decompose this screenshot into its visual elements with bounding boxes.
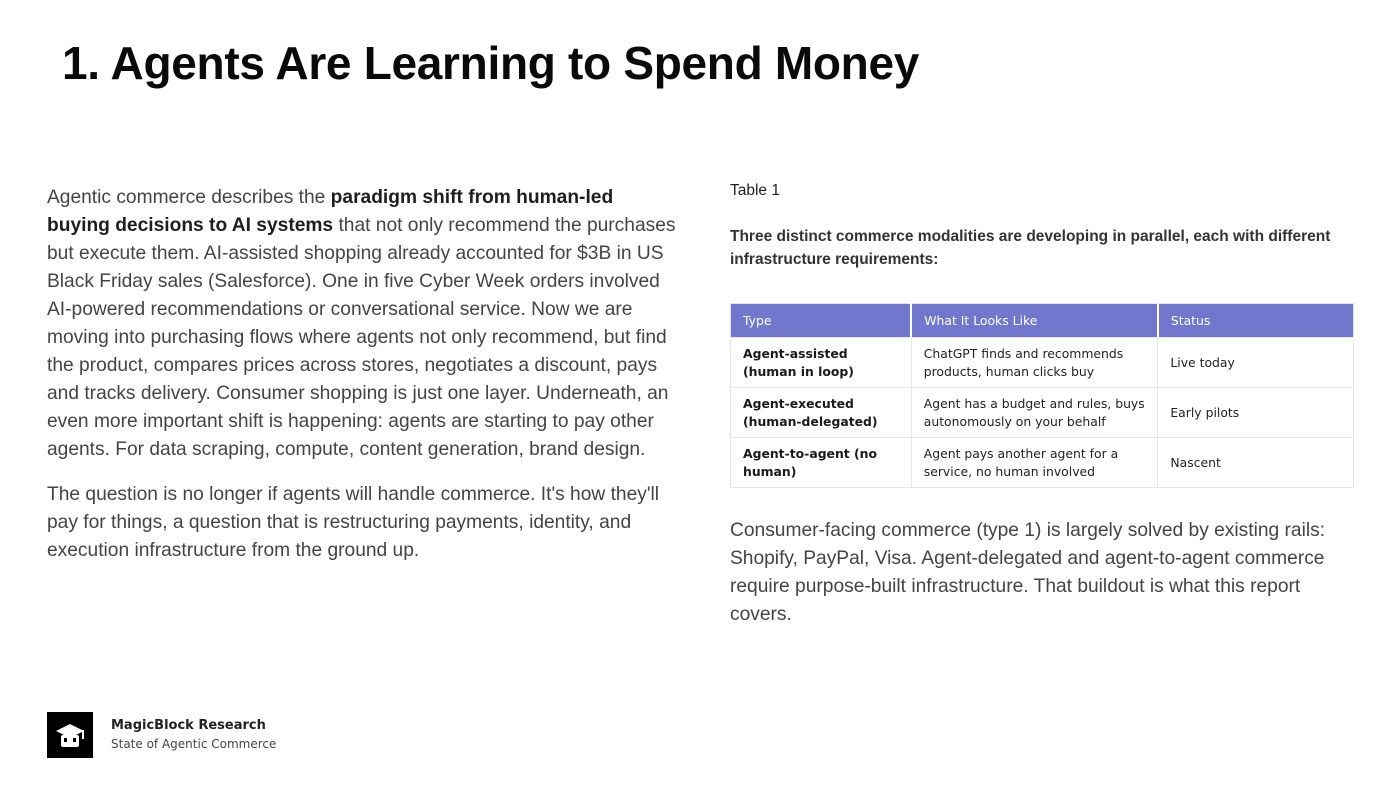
description-cell: Agent pays another agent for a service, no human involved bbox=[911, 438, 1158, 488]
table-row bbox=[731, 438, 1354, 488]
intro-paragraph-1 bbox=[47, 184, 677, 464]
page-title: 1. Agents Are Learning to Spend Money bbox=[62, 37, 920, 89]
intro-p1-rest: that not only recommend the purchases but execute them. AI-assisted shopping already accounted for $3B in US Black Friday sales (Salesforce). One in five Cyber Week orders involved AI-powered recommendations or conversational service. Now we are moving into purchasing flows where agents not only recommend, but find the product, compares prices across stores, negotiates a discount, pays and tracks delivery. Consumer shopping is just one layer. Underneath, an even more important shift is happening: agents are starting to pay other agents. For data scraping, compute, content generation, brand design. bbox=[47, 215, 676, 460]
table-label: Table 1 bbox=[730, 182, 780, 199]
type-cell: Agent-executed (human-delegated) bbox=[731, 388, 912, 438]
table-commentary: Consumer-facing commerce (type 1) is largely solved by existing rails: Shopify, PayPal, Visa. Agent-delegated and agent-to-agent commerce require purpose-built infrastructure. That buildout is what this report covers. bbox=[730, 520, 1326, 625]
header-type: Type bbox=[731, 304, 912, 338]
footer-brand-name: MagicBlock Research bbox=[111, 718, 266, 733]
footer-subtitle: State of Agentic Commerce bbox=[111, 737, 277, 751]
intro-p1-lead: Agentic commerce describes the bbox=[47, 187, 331, 208]
table-row bbox=[731, 338, 1354, 388]
magicblock-logo-icon bbox=[47, 712, 93, 758]
table-row bbox=[731, 388, 1354, 438]
table-caption: Three distinct commerce modalities are developing in parallel, each with different infrastructure requirements: bbox=[730, 228, 1331, 268]
description-cell: Agent has a budget and rules, buys autonomously on your behalf bbox=[911, 388, 1158, 438]
footer bbox=[47, 712, 276, 758]
table-header-row bbox=[731, 304, 1354, 338]
header-status: Status bbox=[1158, 304, 1354, 338]
footer-text bbox=[111, 717, 276, 753]
table-section bbox=[730, 180, 1354, 629]
intro-paragraph-2: The question is no longer if agents will handle commerce. It's how they'll pay for things, a question that is restructuring payments, identity, and execution infrastructure from the ground up. bbox=[47, 484, 660, 561]
type-cell: Agent-assisted (human in loop) bbox=[731, 338, 912, 388]
description-cell: ChatGPT finds and recommends products, human clicks buy bbox=[911, 338, 1158, 388]
type-cell: Agent-to-agent (no human) bbox=[731, 438, 912, 488]
header-what-it-looks-like: What It Looks Like bbox=[911, 304, 1158, 338]
intro-p1-highlight: paradigm shift from human-led buying decisions to AI systems bbox=[47, 187, 614, 236]
status-cell: Live today bbox=[1158, 338, 1354, 388]
modalities-table bbox=[730, 303, 1354, 488]
status-cell: Early pilots bbox=[1158, 388, 1354, 438]
status-cell: Nascent bbox=[1158, 438, 1354, 488]
intro-text bbox=[47, 184, 677, 582]
